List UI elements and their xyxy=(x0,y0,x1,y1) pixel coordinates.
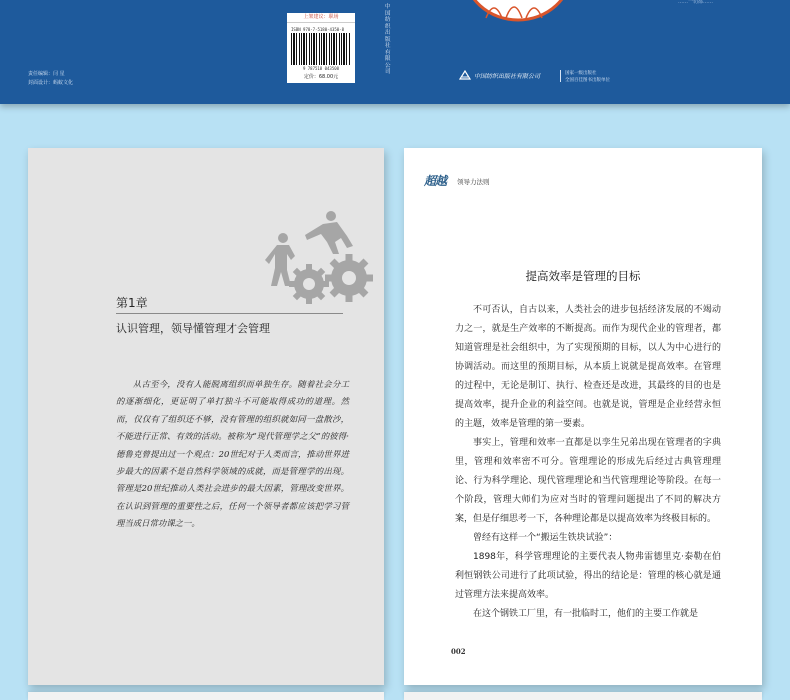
book-back-cover xyxy=(0,0,790,104)
publisher-divider xyxy=(560,70,561,82)
next-page-edge-left xyxy=(28,692,384,700)
spine-publisher-text: 中国纺织出版社有限公司 xyxy=(385,4,391,75)
cover-corner-text: ……一切都…… xyxy=(678,0,714,5)
page-number: 002 xyxy=(451,647,466,656)
chapter-intro-text: 从古至今，没有人能脱离组织而单独生存。随着社会分工的逐渐细化，更证明了单打独斗不可能取得成功的道理。然而，仅仅有了组织还不够，没有管理的组织就如同一盘散沙，不能进行正常、有效的活动。被称为“现代管理学之父”的彼得·德鲁克曾提出过一个观点：20世纪对于人类而言，推动世界进步最大的因素不是自然科学领域的成就，而是管理学的出现。管理是20世纪推动人类社会进步的最大因素，管理改变世界。在认识到管理的重要性之后，任何一个领导者都应该把学习管理当成日常功课之一。 xyxy=(116,379,349,529)
paragraph: 不可否认，自古以来，人类社会的进步包括经济发展的不竭动力之一，就是生产效率的不断提高。而作为现代企业的管理者，都知道管理是社会组织中，为了实现预期的目标，以人为中心进行的协调活动。而这里的预期目标，从本质上说就是提高效率。在管理的过程中，无论是制订、执行、检查还是改进，其最终的目的也是提高效率，提升企业的利益空间。也就是说，管理是企业经营永恒的主题，效率是管理的第一要素。 xyxy=(455,305,721,429)
chapter-title: 认识管理，领导懂管理才会管理 xyxy=(116,322,270,335)
paragraph: 曾经有这样一个“搬运生铁块试验”： xyxy=(473,533,618,543)
barcode-icon xyxy=(291,33,351,65)
publisher-name: 中国纺织出版社有限公司 xyxy=(474,73,541,80)
chapter-divider xyxy=(116,313,343,314)
publisher-logo-icon xyxy=(459,70,471,80)
designer-credit: 封面设计：蚂蚁文化 xyxy=(28,80,74,86)
publisher-tag-2: 全国百佳图书出版单位 xyxy=(565,78,610,83)
publisher-tag-1: 国家一级出版社 xyxy=(565,71,597,76)
shelf-suggestion: 上架建议：职场 xyxy=(287,13,355,23)
next-page-edge-right xyxy=(404,692,762,700)
series-logo-icon: 超越 xyxy=(424,174,447,188)
section-title: 提高效率是管理的目标 xyxy=(525,269,641,283)
cover-illustration xyxy=(462,0,574,22)
paragraph: 在这个钢铁工厂里，有一批临时工，他们的主要工作就是 xyxy=(473,609,699,619)
barcode-digits: 9 787518 043508 xyxy=(302,66,340,71)
teamwork-gears-icon xyxy=(261,208,379,308)
paragraph: 事实上，管理和效率一直都是以孪生兄弟出现在管理者的字典里，管理和效率密不可分。管理理论的形成先后经过古典管理理论、行为科学理论、现代管理理论和当代管理理论等阶段。在每一个阶段，管理大师们为应对当时的管理问题提出了不同的解决方案，但是仔细思考一下，各种理论都是以提高效率为终极目标的。 xyxy=(455,438,721,524)
paragraph: 1898年，科学管理理论的主要代表人物弗雷德里克·泰勒在伯利恒钢铁公司进行了此项试验，得出的结论是：管理的核心就是通过管理方法来提高效率。 xyxy=(455,552,721,600)
body-text xyxy=(455,301,721,624)
editor-credit: 责任编辑：闫 星 xyxy=(28,71,65,77)
isbn-text: ISBN 978-7-5180-4350-8 xyxy=(291,27,344,32)
price-text: 定价：68.00元 xyxy=(303,74,339,80)
content-page xyxy=(404,148,762,685)
chapter-number: 第1章 xyxy=(116,296,148,310)
chapter-opening-page xyxy=(28,148,384,685)
barcode-label xyxy=(287,13,355,83)
running-header: 领导力法则 xyxy=(457,178,490,186)
